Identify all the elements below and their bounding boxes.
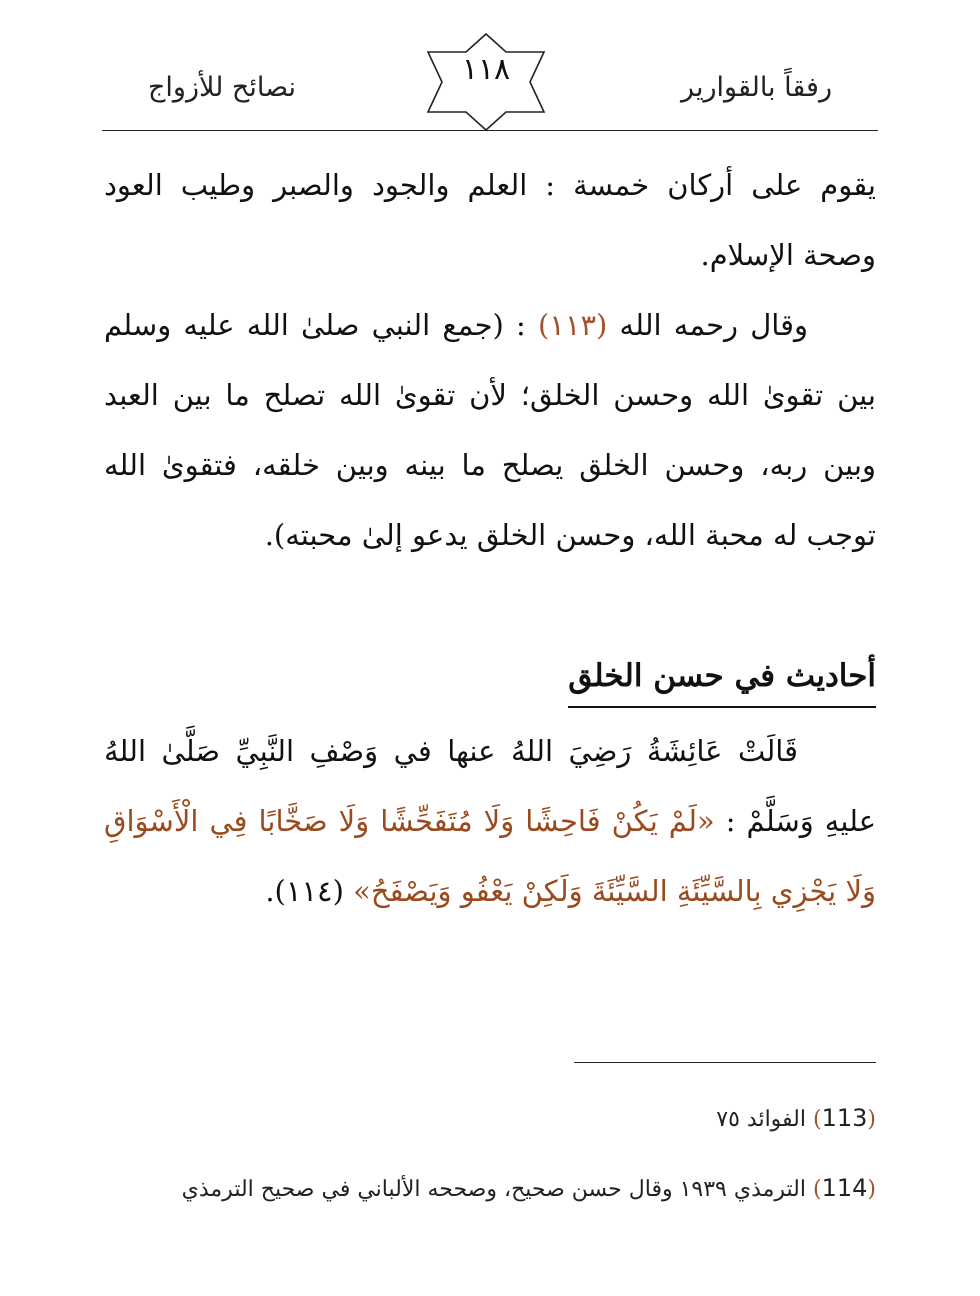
footnote-ref-114[interactable]: (١١٤). [265, 874, 354, 908]
footnote-paren-close: ) [813, 1107, 822, 1132]
footnote-paren-open: ( [867, 1177, 876, 1202]
header-book-title: رفقاً بالقوارير [681, 72, 832, 103]
paragraph-1: يقوم على أركان خمسة : العلم والجود والصبر وطيب العود وصحة الإسلام. [104, 168, 876, 272]
footnote-113 [716, 1104, 876, 1132]
hadith-quote: «لَمْ يَكُنْ فَاحِشًا وَلَا مُتَفَحِّشًا وَلَا صَخَّابًا فِي الْأَسْوَاقِ وَلَا يَجْزِي بِالسَّيِّئَةِ السَّيِّئَةَ وَلَكِنْ يَعْفُو وَيَصْفَحُ» [104, 804, 876, 908]
section-heading: أحاديث في حسن الخلق [568, 646, 876, 708]
paragraph-2 [104, 290, 876, 570]
footnote-ref-113[interactable]: (١١٣) [537, 308, 608, 342]
paragraph-2-text-start: وقال رحمه الله [607, 308, 808, 342]
page-number: ١١٨ [461, 52, 511, 87]
header-chapter-title: نصائح للأزواج [148, 72, 297, 103]
footnote-text: الترمذي ١٩٣٩ وقال حسن صحيح، وصححه الألباني في صحيح الترمذي [181, 1177, 813, 1202]
header-divider [102, 130, 878, 131]
footnote-number: 113 [821, 1104, 868, 1132]
footnote-114 [182, 1174, 876, 1202]
hadith-intro: قَالَتْ عَائِشَةُ رَضِيَ اللهُ عنها في وَصْفِ النَّبِيِّ صَلَّىٰ اللهُ عليهِ وَسَلَّمْ : [104, 734, 877, 838]
footnote-number: 114 [821, 1174, 868, 1202]
footnote-divider [574, 1062, 876, 1063]
paragraph-3 [104, 716, 876, 926]
footnote-text: الفوائد ٧٥ [716, 1107, 813, 1132]
paragraph-2-text-end: : (جمع النبي صلىٰ الله عليه وسلم بين تقوىٰ الله وحسن الخلق؛ لأن تقوىٰ الله تصلح ما بين العبد وبين ربه، وحسن الخلق يصلح ما بينه وبين خلقه، فتقوىٰ الله توجب له محبة الله، وحسن الخلق يدعو إلىٰ محبته). [104, 308, 876, 552]
footnote-paren-close: ) [813, 1177, 822, 1202]
footnote-paren-open: ( [867, 1107, 876, 1132]
